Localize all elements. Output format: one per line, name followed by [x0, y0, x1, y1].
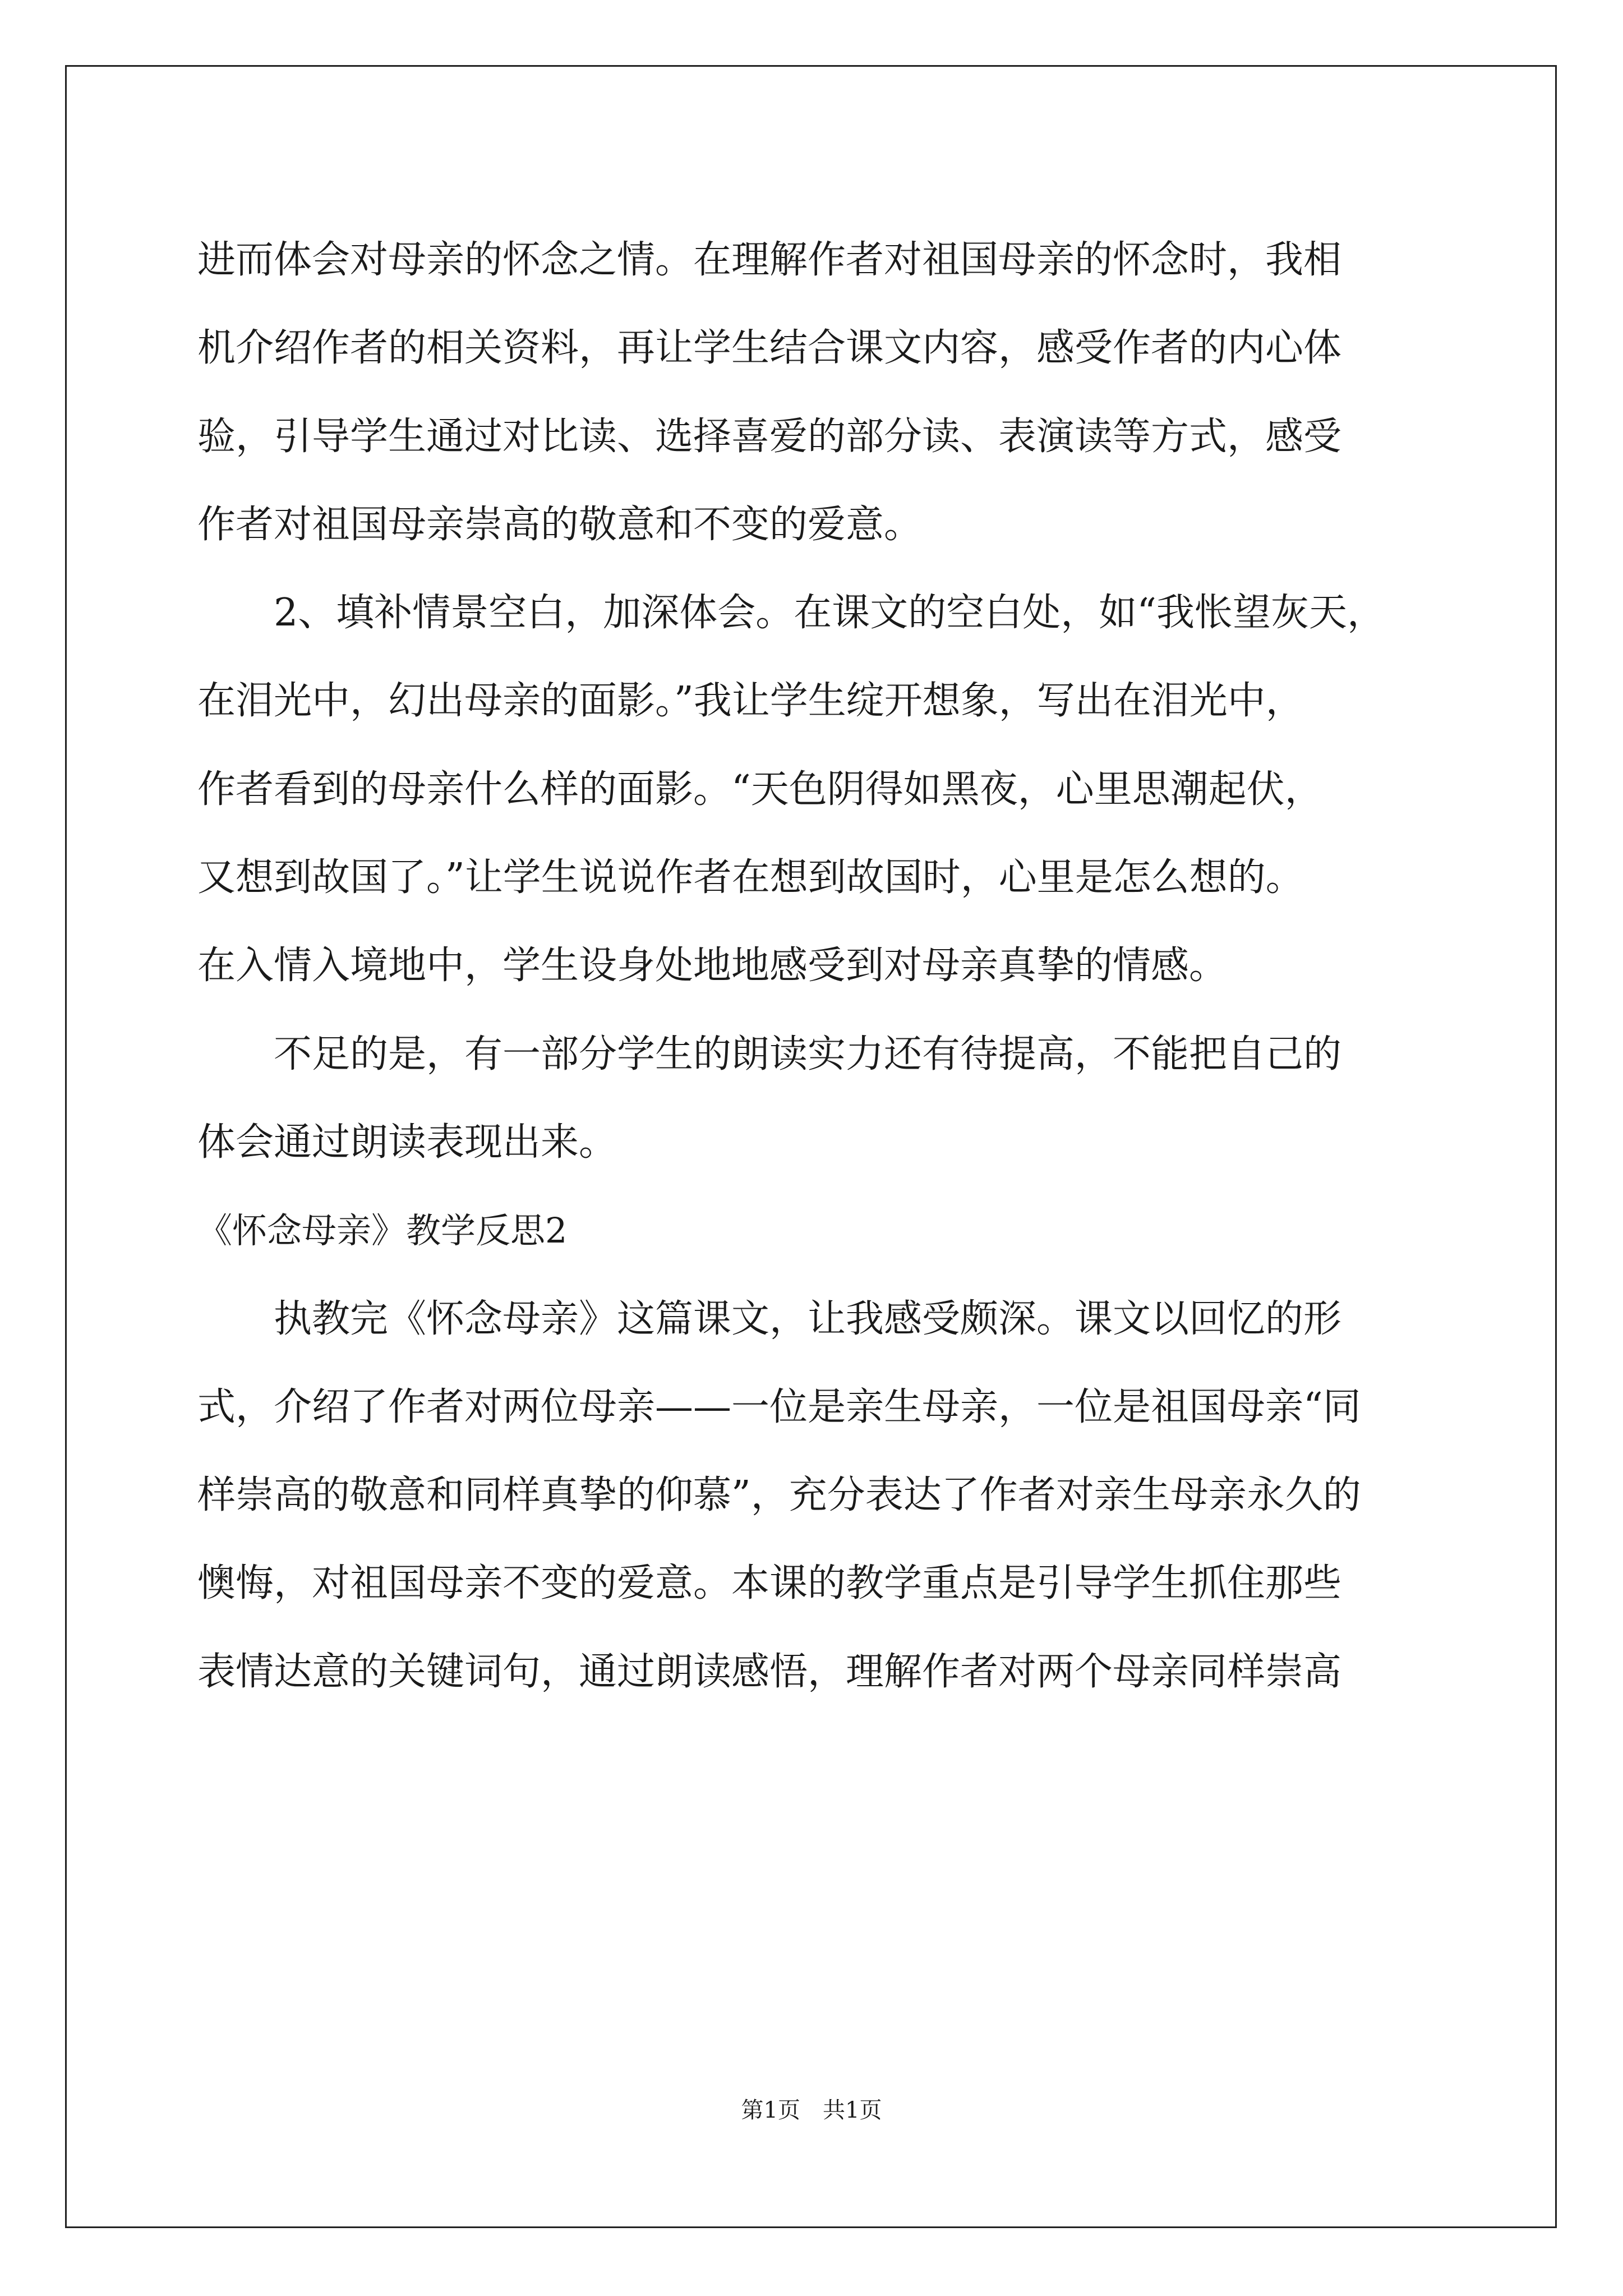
text-line: 作者对祖国母亲崇高的敬意和不变的爱意。	[197, 502, 923, 547]
document-body	[197, 216, 1426, 1716]
text-line: 表情达意的关键词句，通过朗读感悟，理解作者对两个母亲同样崇高	[197, 1649, 1342, 1694]
text-line: 在泪光中，幻出母亲的面影。”我让学生绽开想象，写出在泪光中，	[197, 679, 1304, 724]
text-line: 不足的是，有一部分学生的朗读实力还有待提高，不能把自己的	[274, 1032, 1342, 1076]
text-line: 机介绍作者的相关资料，再让学生结合课文内容，感受作者的内心体	[197, 326, 1342, 371]
text-line: 验，引导学生通过对比读、选择喜爱的部分读、表演读等方式，感受	[197, 414, 1342, 459]
section-heading: 《怀念母亲》教学反思2	[197, 1210, 568, 1251]
text-line: 进而体会对母亲的怀念之情。在理解作者对祖国母亲的怀念时，我相	[197, 238, 1342, 282]
text-line: 式，介绍了作者对两位母亲——一位是亲生母亲，一位是祖国母亲“同	[197, 1384, 1361, 1429]
text-line: 又想到故国了。”让学生说说作者在想到故国时，心里是怎么想的。	[197, 855, 1304, 900]
text-line: 懊悔，对祖国母亲不变的爱意。本课的教学重点是引导学生抓住那些	[197, 1561, 1342, 1606]
page-footer: 第1页 共1页	[741, 2097, 882, 2123]
text-line: 作者看到的母亲什么样的面影。“天色阴得如黑夜，心里思潮起伏，	[197, 767, 1323, 812]
text-line: 样崇高的敬意和同样真挚的仰慕”，充分表达了作者对亲生母亲永久的	[197, 1473, 1361, 1518]
text-line: 2、填补情景空白，加深体会。在课文的空白处，如“我怅望灰天，	[274, 591, 1386, 636]
text-line: 体会通过朗读表现出来。	[197, 1120, 617, 1165]
text-line: 在入情入境地中，学生设身处地地感受到对母亲真挚的情感。	[197, 944, 1228, 988]
text-line: 执教完《怀念母亲》这篇课文，让我感受颇深。课文以回忆的形	[274, 1296, 1342, 1341]
